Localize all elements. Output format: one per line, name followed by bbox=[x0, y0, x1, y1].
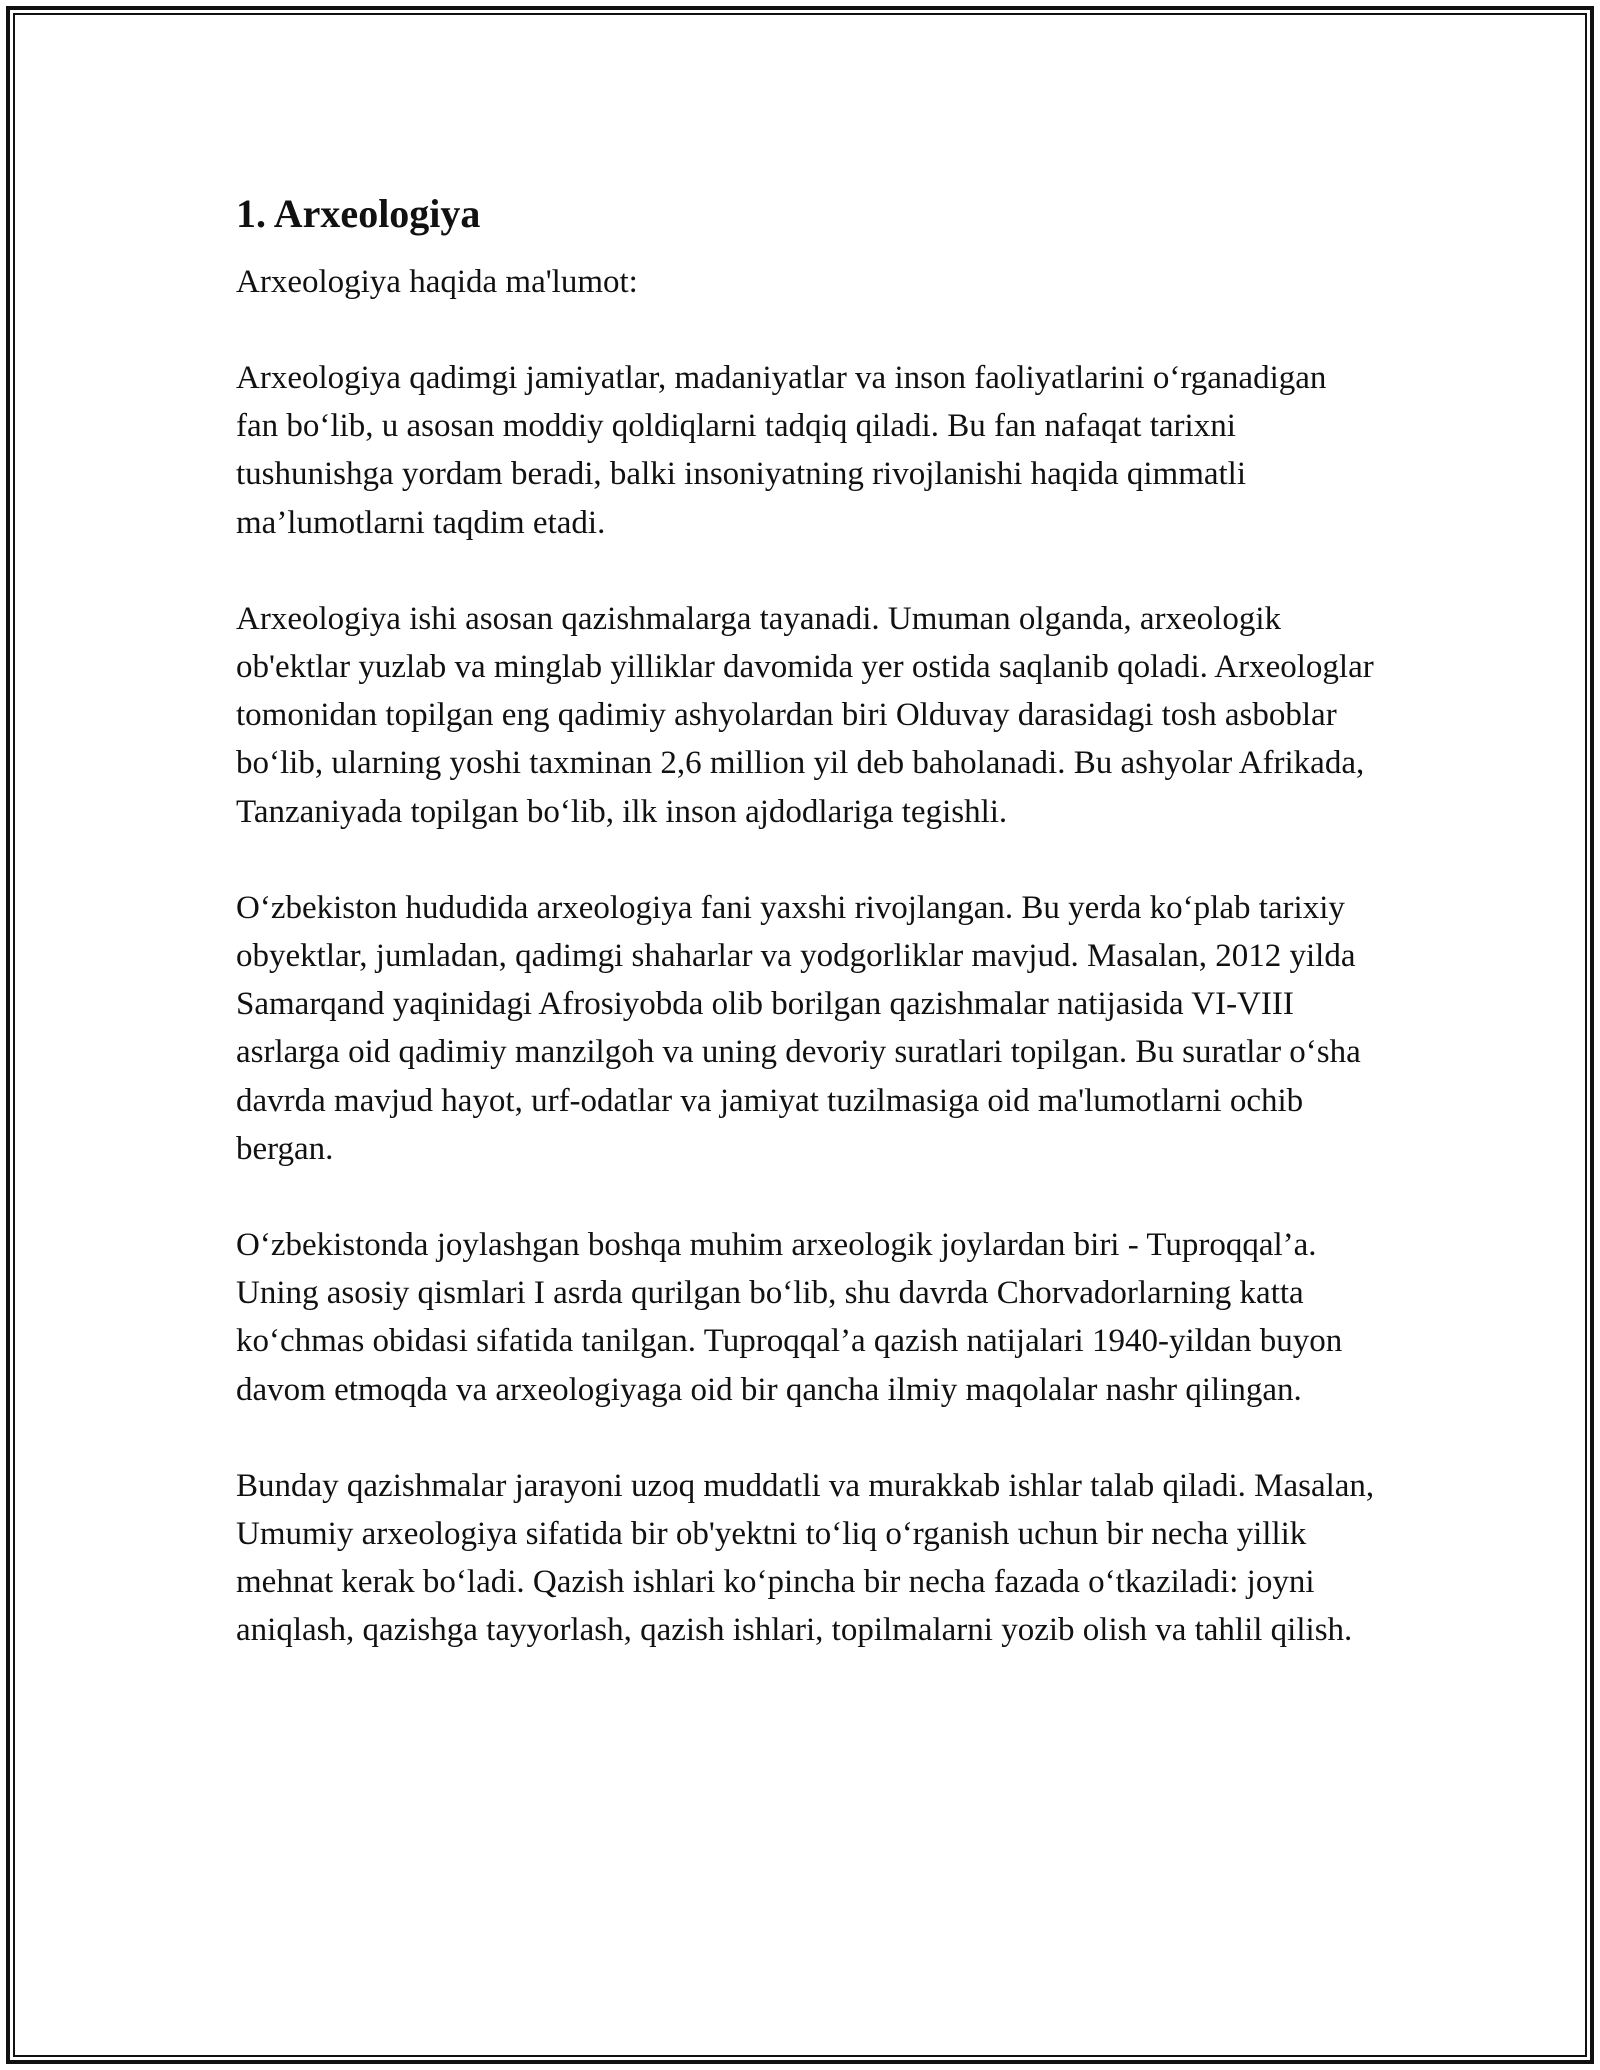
paragraph-uzbekistan: O‘zbekiston hududida arxeologiya fani yaxshi rivojlangan. Bu yerda ko‘plab tarixiy obyektlar, jumladan, qadimgi shaharlar va yodgorliklar mavjud. Masalan, 2012 yilda Samarqand yaqinidagi Afrosiyobda olib borilgan qazishmalar natijasida VI-VIII asrlarga oid qadimiy manzilgoh va uning devoriy suratlari topilgan. Bu suratlar o‘sha davrda mavjud hayot, urf-odatlar va jamiyat tuzilmasiga oid ma'lumotlarni ochib bergan. bbox=[236, 889, 1361, 1167]
intro-line: Arxeologiya haqida ma'lumot: bbox=[236, 264, 638, 300]
section-heading: 1. Arxeologiya bbox=[236, 191, 481, 236]
paragraph-process: Bunday qazishmalar jarayoni uzoq muddatli va murakkab ishlar talab qiladi. Masalan, Umumiy arxeologiya sifatida bir ob'yektni to‘liq o‘rganish uchun bir necha yillik mehnat kerak bo‘ladi. Qazish ishlari ko‘pincha bir necha fazada o‘tkaziladi: joyni aniqlash, qazishga tayyorlash, qazish ishlari, topilmalarni yozib olish va tahlil qilish. bbox=[236, 1467, 1375, 1649]
paragraph-tuproqqala: O‘zbekistonda joylashgan boshqa muhim arxeologik joylardan biri - Tuproqqal’a. Uning asosiy qismlari I asrda qurilgan bo‘lib, shu davrda Chorvadorlarning katta ko‘chmas obidasi sifatida tanilgan. Tuproqqal’a qazish natijalari 1940-yildan buyon davom etmoqda va arxeologiyaga oid bir qancha ilmiy maqolalar nashr qilingan. bbox=[236, 1227, 1343, 1408]
paragraph-excavations: Arxeologiya ishi asosan qazishmalarga tayanadi. Umuman olganda, arxeologik ob'ektlar yuzlab va minglab yilliklar davomida yer ostida saqlanib qoladi. Arxeologlar tomonidan topilgan eng qadimiy ashyolardan biri Olduvay darasidagi tosh asboblar bo‘lib, ularning yoshi taxminan 2,6 million yil deb baholanadi. Bu ashyolar Afrikada, Tanzaniyada topilgan bo‘lib, ilk inson ajdodlariga tegishli. bbox=[236, 600, 1374, 830]
paragraph-definition: Arxeologiya qadimgi jamiyatlar, madaniyatlar va inson faoliyatlarini o‘rganadigan fan bo‘lib, u asosan moddiy qoldiqlarni tadqiq qiladi. Bu fan nafaqat tarixni tushunishga yordam beradi, balki insoniyatning rivojlanishi haqida qimmatli ma’lumotlarni taqdim etadi. bbox=[236, 360, 1327, 541]
document-body bbox=[236, 186, 1376, 1655]
